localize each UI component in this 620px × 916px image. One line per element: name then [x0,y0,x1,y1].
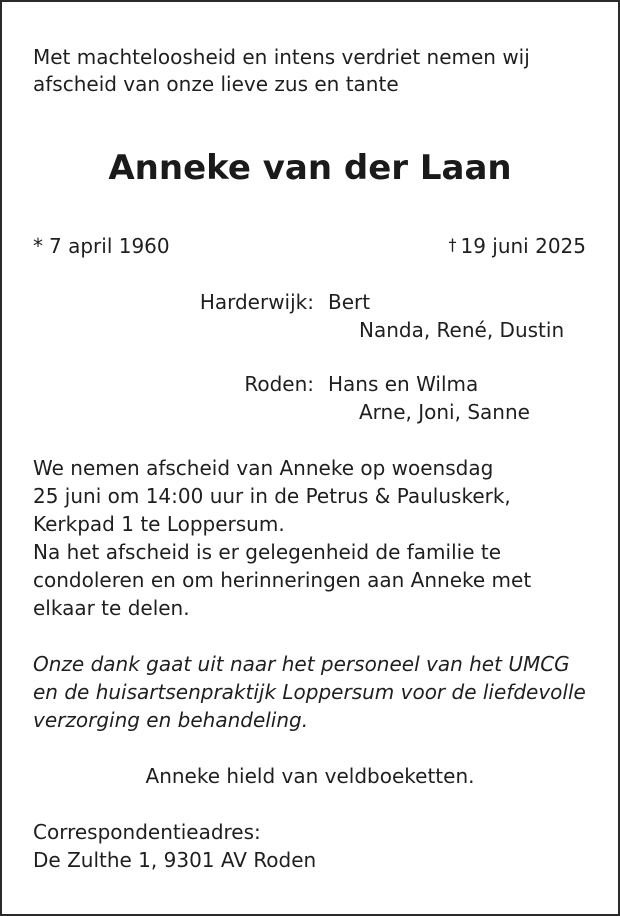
family-place: Harderwijk: [199,290,314,314]
family-member-line: Nanda, René, Dustin [359,318,565,342]
death-date [448,233,586,261]
thanks-line: en de huisartsenpraktijk Loppersum voor de liefdevolle [33,680,586,704]
correspondence-label: Correspondentieadres: [33,820,261,844]
service-line: We nemen afscheid van Anneke op woensdag [33,456,494,480]
birth-date [33,233,170,260]
death-mark: † [448,235,457,254]
birth-mark: * [33,234,43,258]
service-line: 25 juni om 14:00 uur in de Petrus & Pauluskerk, [33,484,511,508]
thanks-line: Onze dank gaat uit naar het personeel van het UMCG [33,652,570,676]
family-member-line: Bert [328,290,371,314]
service-line: condoleren en om herinneringen aan Anneke met [33,568,532,592]
intro-line-1: Met machteloosheid en intens verdriet nemen wij [33,45,530,69]
service-line: elkaar te delen. [33,596,190,620]
flowers-note: Anneke hield van veldboeketten. [145,764,475,788]
family-member-line: Hans en Wilma [328,372,479,396]
family-member-line: Arne, Joni, Sanne [359,400,530,424]
intro-line-2: afscheid van onze lieve zus en tante [33,72,399,96]
family-place: Roden: [244,372,314,396]
correspondence-address: De Zulthe 1, 9301 AV Roden [33,848,317,872]
service-line: Na het afscheid is er gelegenheid de familie te [33,540,502,564]
thanks-line: verzorging en behandeling. [33,708,309,732]
service-line: Kerkpad 1 te Loppersum. [33,512,285,536]
deceased-name: Anneke van der Laan [108,148,512,188]
birth-date-value: 7 april 1960 [49,234,170,258]
death-date-value: 19 juni 2025 [460,234,586,258]
